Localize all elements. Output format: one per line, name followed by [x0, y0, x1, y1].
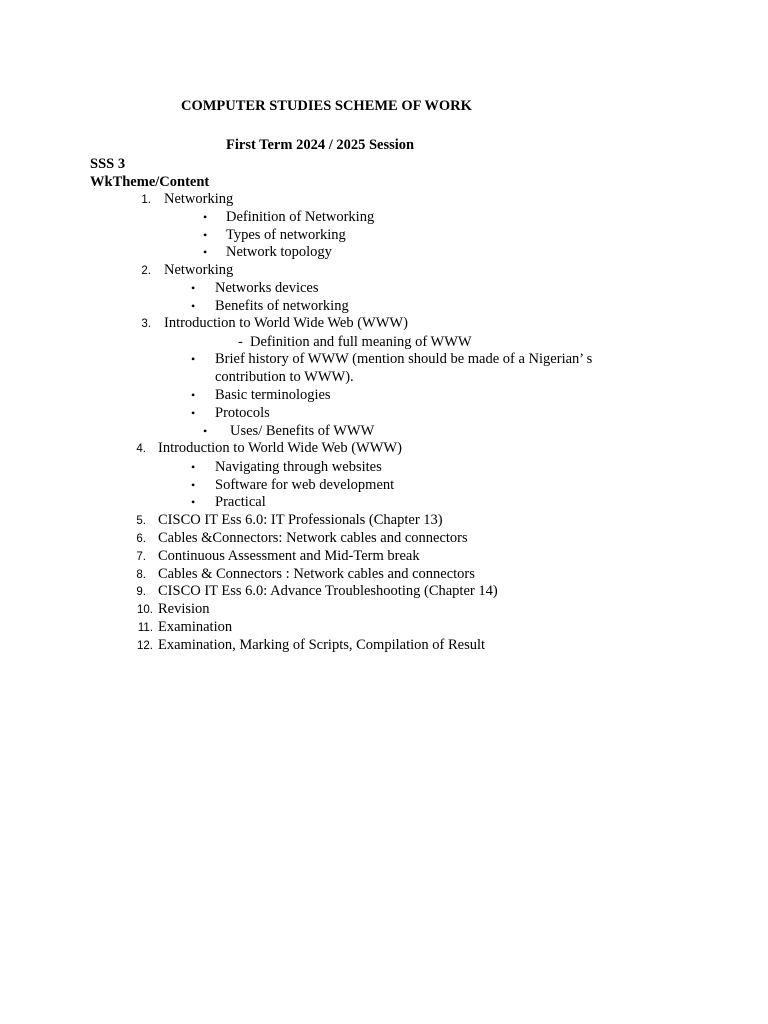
bullet-icon: • [203, 245, 208, 259]
week-topic: Cables &Connectors: Network cables and connectors [158, 530, 468, 546]
week-topic: Revision [158, 601, 210, 617]
subtopic-item: Protocols [215, 405, 270, 421]
document-title: COMPUTER STUDIES SCHEME OF WORK [181, 98, 472, 114]
subtopic-item: Basic terminologies [215, 387, 331, 403]
week-topic: Examination, Marking of Scripts, Compilation of Result [158, 637, 486, 653]
bullet-icon: • [191, 460, 196, 474]
subtopic-item: Types of networking [226, 227, 346, 243]
week-number: 6. [136, 533, 146, 545]
week-topic: Networking [164, 191, 234, 207]
bullet-icon: • [203, 424, 208, 438]
week-topic: Cables & Connectors : Network cables and connectors [158, 566, 475, 582]
bullet-icon: • [191, 406, 196, 420]
week-number: 4. [136, 443, 146, 455]
bullet-icon: • [191, 495, 196, 509]
dash-icon: - [238, 334, 243, 350]
week-number: 1. [141, 194, 151, 206]
subtopic-item: Definition and full meaning of WWW [250, 334, 472, 350]
week-topic: CISCO IT Ess 6.0: Advance Troubleshooting (Chapter 14) [158, 583, 498, 599]
subtopic-item: Benefits of networking [215, 298, 349, 314]
subtopic-item: Practical [215, 494, 266, 510]
week-topic: CISCO IT Ess 6.0: IT Professionals (Chapter 13) [158, 512, 443, 528]
subtopic-item: Network topology [226, 244, 332, 260]
week-number: 2. [141, 265, 151, 277]
subtopic-item: Software for web development [215, 477, 395, 493]
week-number: 5. [136, 515, 146, 527]
subtopic-item: Brief history of WWW (mention should be made of a Nigerian’ s [215, 351, 593, 367]
bullet-icon: • [203, 228, 208, 242]
subtopic-item-continuation: contribution to WWW). [215, 369, 354, 385]
week-number: 9. [136, 586, 146, 598]
term-heading: First Term 2024 / 2025 Session [226, 137, 415, 153]
week-number: 7. [136, 551, 146, 563]
column-header: WkTheme/Content [90, 174, 210, 190]
bullet-icon: • [191, 478, 196, 492]
week-number: 10. [137, 604, 153, 616]
week-number: 11. [137, 622, 153, 634]
bullet-icon: • [203, 210, 208, 224]
week-number: 8. [136, 569, 146, 581]
subtopic-item: Uses/ Benefits of WWW [230, 423, 375, 439]
week-topic: Introduction to World Wide Web (WWW) [158, 440, 402, 456]
subtopic-item: Networks devices [215, 280, 319, 296]
week-topic: Introduction to World Wide Web (WWW) [164, 315, 408, 331]
subtopic-item: Navigating through websites [215, 459, 382, 475]
week-topic: Networking [164, 262, 234, 278]
class-label: SSS 3 [90, 156, 126, 172]
bullet-icon: • [191, 352, 196, 366]
week-number: 3. [141, 318, 151, 330]
subtopic-item: Definition of Networking [226, 209, 375, 225]
bullet-icon: • [191, 299, 196, 313]
week-topic: Continuous Assessment and Mid-Term break [158, 548, 420, 564]
bullet-icon: • [191, 388, 196, 402]
week-topic: Examination [158, 619, 233, 635]
bullet-icon: • [191, 281, 196, 295]
week-number: 12. [137, 640, 153, 652]
